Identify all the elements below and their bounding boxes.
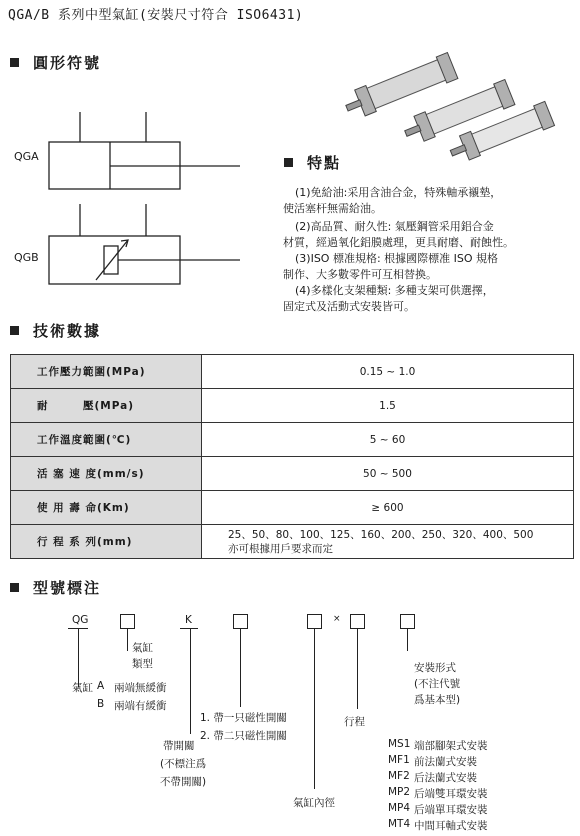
spec-label: 工作溫度範圍(℃)	[11, 423, 202, 457]
feature-line: (4)多樣化支架種類: 多種支架可供選擇，	[295, 284, 494, 297]
mount-code: MS1	[388, 738, 411, 750]
spec-label: 耐 壓(MPa)	[11, 389, 202, 423]
type-a-desc: 兩端無緩衝	[114, 682, 167, 694]
spec-label: 使 用 壽 命(Km)	[11, 491, 202, 525]
bore-box	[233, 614, 248, 629]
type-label-2: 類型	[132, 658, 153, 670]
spec-label: 活 塞 速 度(mm/s)	[11, 457, 202, 491]
times-mark: ×	[333, 614, 341, 624]
table-row	[11, 423, 574, 457]
table-row	[11, 457, 574, 491]
mount-title-2: (不注代號	[414, 678, 461, 690]
spec-label: 工作壓力範圍(MPa)	[11, 355, 202, 389]
stroke-series: 25、50、80、100、125、160、200、250、320、400、500	[228, 528, 534, 541]
feature-line: (1)免給油:采用含油合金，特殊軸承襯墊，	[295, 186, 502, 199]
mount-desc: 后法蘭式安裝	[414, 772, 477, 784]
stroke-box	[307, 614, 322, 629]
page-title: QGA/B 系列中型氣缸(安裝尺寸符合 ISO6431)	[8, 8, 304, 23]
spec-value: 50 ~ 500	[202, 457, 574, 491]
mount-code: MP4	[388, 802, 411, 814]
mount-desc: 端部腳架式安裝	[414, 740, 488, 752]
feature-line: 制作、大多數零件可互相替換。	[283, 268, 437, 281]
cylinder-product-photo	[340, 40, 572, 165]
with-switch-label: 帶開關	[163, 740, 195, 752]
stroke-label: 行程	[344, 716, 365, 728]
mount-desc: 后端雙耳環安裝	[414, 788, 488, 800]
mount-code: MF1	[388, 754, 410, 766]
table-row	[11, 491, 574, 525]
mount-box	[350, 614, 365, 629]
type-b-desc: 兩端有緩衝	[114, 700, 167, 712]
feature-line: 使活塞杆無需給油。	[283, 202, 382, 215]
bullet-square-icon	[10, 326, 19, 335]
mount-code: MP2	[388, 786, 411, 798]
table-row	[11, 355, 574, 389]
model-heading: 型號標注	[10, 577, 101, 598]
spec-label: 行 程 系 列(mm)	[11, 525, 202, 559]
bullet-square-icon	[284, 158, 293, 167]
qgb-label: QGB	[14, 251, 39, 264]
mount-desc: 前法蘭式安裝	[414, 756, 477, 768]
features-heading: 特點	[284, 152, 341, 173]
mount-title-3: 爲基本型)	[414, 694, 461, 706]
mount-desc: 中間耳軸式安裝	[414, 820, 488, 832]
type-label-1: 氣缸	[132, 642, 153, 654]
feature-line: (3)ISO 標准規格: 根據國際標准 ISO 規格	[295, 252, 499, 265]
type-box	[120, 614, 135, 629]
switch-option-2: 2. 帶二只磁性開關	[200, 730, 287, 742]
switch-code: K	[185, 614, 192, 626]
table-row	[11, 389, 574, 423]
spec-value: 5 ~ 60	[202, 423, 574, 457]
spec-value: 0.15 ~ 1.0	[202, 355, 574, 389]
feature-line: (2)高品質、耐久性: 氣壓鋼管采用鋁合金	[295, 220, 494, 233]
type-b-code: B	[97, 698, 105, 710]
mount-desc: 后端單耳環安裝	[414, 804, 488, 816]
symbol-heading: 圓形符號	[10, 52, 101, 73]
bore-label: 氣缸內徑	[293, 797, 335, 809]
specs-heading: 技術數據	[10, 320, 101, 341]
model-prefix: QG	[72, 614, 89, 626]
feature-line: 固定式及活動式安裝皆可。	[283, 300, 415, 313]
cylinder-symbol-diagram	[0, 100, 260, 300]
switch-option-1: 1. 帶一只磁性開關	[200, 712, 287, 724]
mount-code: MF2	[388, 770, 410, 782]
bullet-square-icon	[10, 58, 19, 67]
mount-type-box	[400, 614, 415, 629]
spec-value	[202, 525, 574, 559]
stroke-note: 亦可根據用戶要求而定	[228, 542, 333, 555]
table-row	[11, 525, 574, 559]
spec-value: ≥ 600	[202, 491, 574, 525]
mount-code: MT4	[388, 818, 411, 830]
qga-label: QGA	[14, 150, 39, 163]
no-switch-note-1: (不標注爲	[160, 758, 207, 770]
feature-line: 材質，經過氧化鋁膜處理，更具耐磨、耐蝕性。	[283, 236, 514, 249]
no-switch-note-2: 不帶開關)	[160, 776, 207, 788]
type-a-code: A	[97, 680, 105, 692]
bullet-square-icon	[10, 583, 19, 592]
cylinder-label: 氣缸	[72, 682, 93, 694]
mount-title-1: 安裝形式	[414, 662, 456, 674]
spec-value: 1.5	[202, 389, 574, 423]
spec-table	[10, 354, 574, 559]
